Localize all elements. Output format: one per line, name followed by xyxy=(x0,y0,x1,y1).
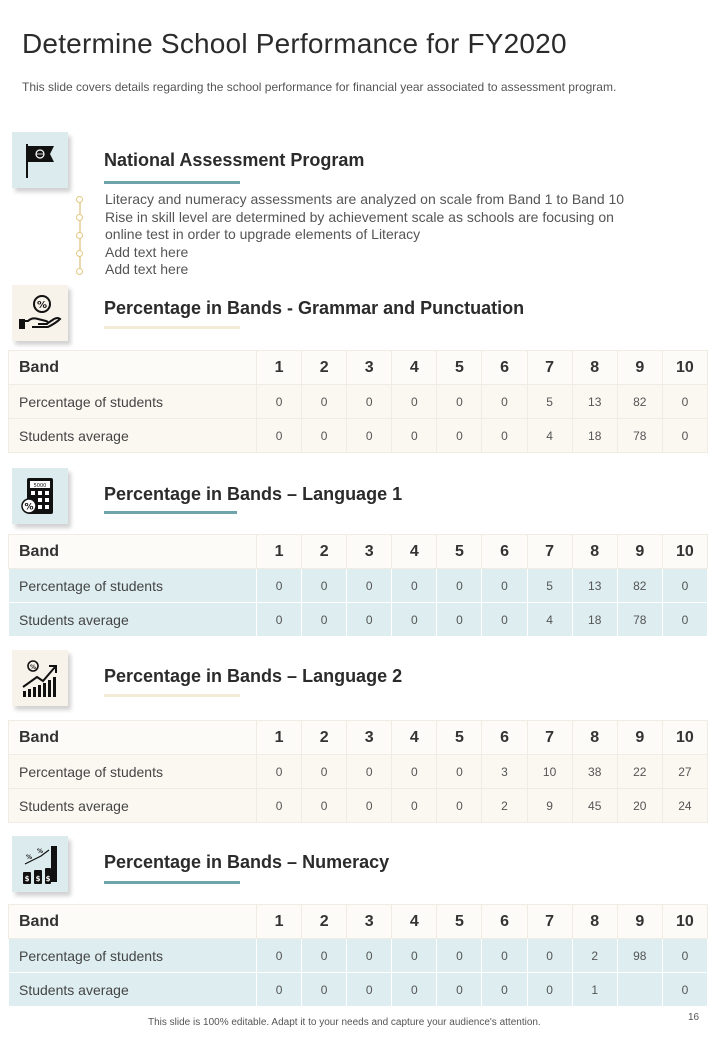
header-cell: 10 xyxy=(662,905,707,939)
bullet-item: Add text here xyxy=(105,261,189,278)
header-cell: 2 xyxy=(302,905,347,939)
language2-table xyxy=(8,720,708,823)
header-cell: 10 xyxy=(662,351,707,385)
header-cell: 1 xyxy=(257,351,302,385)
header-cell: 8 xyxy=(572,721,617,755)
table-row xyxy=(9,939,708,973)
table-cell: 0 xyxy=(257,973,302,1007)
table-cell: 0 xyxy=(392,973,437,1007)
table-cell: 0 xyxy=(482,973,527,1007)
table-cell: 0 xyxy=(347,973,392,1007)
bullet-dot xyxy=(76,268,83,275)
header-cell: 9 xyxy=(617,721,662,755)
header-cell: 2 xyxy=(302,351,347,385)
table-cell: 10 xyxy=(527,755,572,789)
table-cell: 5 xyxy=(527,569,572,603)
table-cell: 2 xyxy=(482,789,527,823)
header-cell: 2 xyxy=(302,535,347,569)
header-cell: 3 xyxy=(347,351,392,385)
table-cell: 0 xyxy=(302,789,347,823)
table-header-row xyxy=(9,721,708,755)
table-cell: 0 xyxy=(437,385,482,419)
program-title: National Assessment Program xyxy=(104,150,365,170)
program-underline xyxy=(104,181,240,184)
table-cell: 24 xyxy=(662,789,707,823)
header-cell: 10 xyxy=(662,535,707,569)
table-cell: 0 xyxy=(302,603,347,637)
table-cell: 0 xyxy=(257,939,302,973)
grammar-table xyxy=(8,350,708,453)
table-cell: 82 xyxy=(617,385,662,419)
section-title-grammar: Percentage in Bands - Grammar and Punctuation xyxy=(104,298,525,318)
header-cell: 5 xyxy=(437,905,482,939)
footer-note: This slide is 100% editable. Adapt it to your needs and capture your audience's attention. xyxy=(148,1017,541,1028)
table-cell: 1 xyxy=(572,973,617,1007)
table-cell: 0 xyxy=(257,385,302,419)
header-cell: 4 xyxy=(392,905,437,939)
svg-text:$: $ xyxy=(35,875,41,883)
table-cell: 0 xyxy=(437,569,482,603)
table-cell: 22 xyxy=(617,755,662,789)
table-cell: 0 xyxy=(347,755,392,789)
header-cell: 7 xyxy=(527,905,572,939)
table-cell: 0 xyxy=(257,419,302,453)
table-cell: 13 xyxy=(572,385,617,419)
table-cell: 0 xyxy=(392,789,437,823)
bullet-dot xyxy=(76,196,83,203)
bullet-dot xyxy=(76,250,83,257)
table-cell: 20 xyxy=(617,789,662,823)
table-cell: 0 xyxy=(392,755,437,789)
section-underline xyxy=(104,694,240,697)
table-cell: 0 xyxy=(662,569,707,603)
header-cell: 10 xyxy=(662,721,707,755)
table-cell: 0 xyxy=(302,973,347,1007)
table-cell: 0 xyxy=(257,603,302,637)
header-cell: 6 xyxy=(482,905,527,939)
table-cell: 0 xyxy=(347,385,392,419)
language1-icon-box xyxy=(12,468,68,524)
header-cell: 1 xyxy=(257,721,302,755)
table-cell: 0 xyxy=(392,419,437,453)
table-cell: 0 xyxy=(437,603,482,637)
table-cell: 0 xyxy=(662,385,707,419)
table-cell: 27 xyxy=(662,755,707,789)
header-cell: 9 xyxy=(617,351,662,385)
header-cell: Band xyxy=(9,721,257,755)
table-cell: 0 xyxy=(437,939,482,973)
table-cell: 0 xyxy=(662,939,707,973)
header-cell: 4 xyxy=(392,721,437,755)
header-cell: 8 xyxy=(572,535,617,569)
section-underline xyxy=(104,511,237,514)
flag-icon xyxy=(20,140,60,180)
table-cell: 0 xyxy=(437,419,482,453)
table-cell: 0 xyxy=(257,789,302,823)
table-cell xyxy=(617,973,662,1007)
table-cell: 0 xyxy=(302,419,347,453)
header-cell: 7 xyxy=(527,721,572,755)
row-label: Students average xyxy=(9,603,257,637)
table-row xyxy=(9,419,708,453)
row-label: Students average xyxy=(9,973,257,1007)
header-cell: 1 xyxy=(257,535,302,569)
table-cell: 0 xyxy=(392,569,437,603)
table-header-row xyxy=(9,351,708,385)
table-cell: 2 xyxy=(572,939,617,973)
section-title-numeracy: Percentage in Bands – Numeracy xyxy=(104,852,390,872)
table-cell: 0 xyxy=(437,973,482,1007)
table-cell: 38 xyxy=(572,755,617,789)
growth-chart-icon xyxy=(19,657,61,699)
table-row xyxy=(9,385,708,419)
table-cell: 0 xyxy=(527,939,572,973)
table-cell: 0 xyxy=(302,385,347,419)
table-cell: 0 xyxy=(347,569,392,603)
table-cell: 78 xyxy=(617,419,662,453)
header-cell: 5 xyxy=(437,721,482,755)
row-label: Students average xyxy=(9,789,257,823)
svg-text:%: % xyxy=(29,664,37,671)
header-cell: 2 xyxy=(302,721,347,755)
table-row xyxy=(9,973,708,1007)
bullet-item: Add text here xyxy=(105,243,189,260)
bullet-dot xyxy=(76,214,83,221)
header-cell: 3 xyxy=(347,535,392,569)
table-cell: 0 xyxy=(527,973,572,1007)
table-cell: 0 xyxy=(392,939,437,973)
header-cell: 6 xyxy=(482,535,527,569)
table-cell: 98 xyxy=(617,939,662,973)
row-label: Percentage of students xyxy=(9,569,257,603)
header-cell: 4 xyxy=(392,351,437,385)
hand-percent-icon xyxy=(18,293,62,333)
header-cell: Band xyxy=(9,351,257,385)
table-row xyxy=(9,603,708,637)
table-cell: 0 xyxy=(437,789,482,823)
table-cell: 3 xyxy=(482,755,527,789)
header-cell: 3 xyxy=(347,721,392,755)
svg-text:5000: 5000 xyxy=(33,483,47,489)
header-cell: 8 xyxy=(572,905,617,939)
header-cell: 4 xyxy=(392,535,437,569)
header-cell: 8 xyxy=(572,351,617,385)
svg-text:%: % xyxy=(24,502,34,513)
header-cell: 7 xyxy=(527,351,572,385)
table-cell: 18 xyxy=(572,419,617,453)
table-cell: 4 xyxy=(527,419,572,453)
table-row xyxy=(9,755,708,789)
bullet-item: Literacy and numeracy assessments are analyzed on scale from Band 1 to Band 10 xyxy=(105,191,625,207)
bullet-item: online test in order to upgrade elements of Literacy xyxy=(105,226,421,243)
language1-table xyxy=(8,534,708,637)
page-title: Determine School Performance for FY2020 xyxy=(22,28,567,59)
page-subtitle: This slide covers details regarding the school performance for financial year associated to assessment program. xyxy=(22,80,617,94)
row-label: Percentage of students xyxy=(9,755,257,789)
table-cell: 45 xyxy=(572,789,617,823)
svg-text:%: % xyxy=(36,300,48,311)
table-cell: 0 xyxy=(482,419,527,453)
table-header-row xyxy=(9,905,708,939)
header-cell: 5 xyxy=(437,351,482,385)
header-cell: 9 xyxy=(617,535,662,569)
row-label: Percentage of students xyxy=(9,385,257,419)
header-cell: 6 xyxy=(482,351,527,385)
table-cell: 0 xyxy=(347,419,392,453)
section-underline xyxy=(104,881,240,884)
table-cell: 0 xyxy=(257,569,302,603)
table-row xyxy=(9,789,708,823)
table-cell: 0 xyxy=(302,569,347,603)
table-cell: 0 xyxy=(662,973,707,1007)
grammar-icon-box xyxy=(12,285,68,341)
header-cell: 9 xyxy=(617,905,662,939)
table-cell: 0 xyxy=(662,419,707,453)
svg-text:%: % xyxy=(36,848,44,855)
table-cell: 0 xyxy=(482,569,527,603)
header-cell: 5 xyxy=(437,535,482,569)
language2-icon-box xyxy=(12,650,68,706)
header-cell: 7 xyxy=(527,535,572,569)
row-label: Percentage of students xyxy=(9,939,257,973)
bullet-item: Rise in skill level are determined by achievement scale as schools are focusing on xyxy=(105,208,614,225)
program-icon-box xyxy=(12,132,68,188)
svg-text:%: % xyxy=(25,854,33,861)
table-cell: 13 xyxy=(572,569,617,603)
svg-text:$: $ xyxy=(45,875,51,883)
row-label: Students average xyxy=(9,419,257,453)
table-cell: 18 xyxy=(572,603,617,637)
numeracy-icon-box xyxy=(12,836,68,892)
numeracy-table xyxy=(8,904,708,1007)
svg-text:$: $ xyxy=(24,875,30,883)
header-cell: 6 xyxy=(482,721,527,755)
table-cell: 5 xyxy=(527,385,572,419)
header-cell: 3 xyxy=(347,905,392,939)
table-cell: 0 xyxy=(347,603,392,637)
program-bullets xyxy=(105,191,624,279)
table-cell: 82 xyxy=(617,569,662,603)
page-number: 16 xyxy=(688,1012,700,1023)
table-cell: 0 xyxy=(662,603,707,637)
table-cell: 0 xyxy=(482,939,527,973)
table-cell: 78 xyxy=(617,603,662,637)
header-cell: Band xyxy=(9,905,257,939)
dollar-bars-icon xyxy=(19,842,61,886)
table-cell: 0 xyxy=(392,603,437,637)
header-cell: Band xyxy=(9,535,257,569)
header-cell: 1 xyxy=(257,905,302,939)
table-cell: 0 xyxy=(257,755,302,789)
table-cell: 0 xyxy=(437,755,482,789)
table-cell: 0 xyxy=(482,385,527,419)
table-cell: 0 xyxy=(392,385,437,419)
section-title-language1: Percentage in Bands – Language 1 xyxy=(104,484,403,504)
table-cell: 0 xyxy=(302,755,347,789)
table-row xyxy=(9,569,708,603)
table-cell: 0 xyxy=(302,939,347,973)
section-underline xyxy=(104,326,240,329)
table-cell: 0 xyxy=(482,603,527,637)
table-cell: 4 xyxy=(527,603,572,637)
table-cell: 0 xyxy=(347,939,392,973)
bullet-dot xyxy=(76,232,83,239)
calculator-icon xyxy=(20,475,60,517)
section-title-language2: Percentage in Bands – Language 2 xyxy=(104,666,403,686)
table-header-row xyxy=(9,535,708,569)
table-cell: 0 xyxy=(347,789,392,823)
table-cell: 9 xyxy=(527,789,572,823)
